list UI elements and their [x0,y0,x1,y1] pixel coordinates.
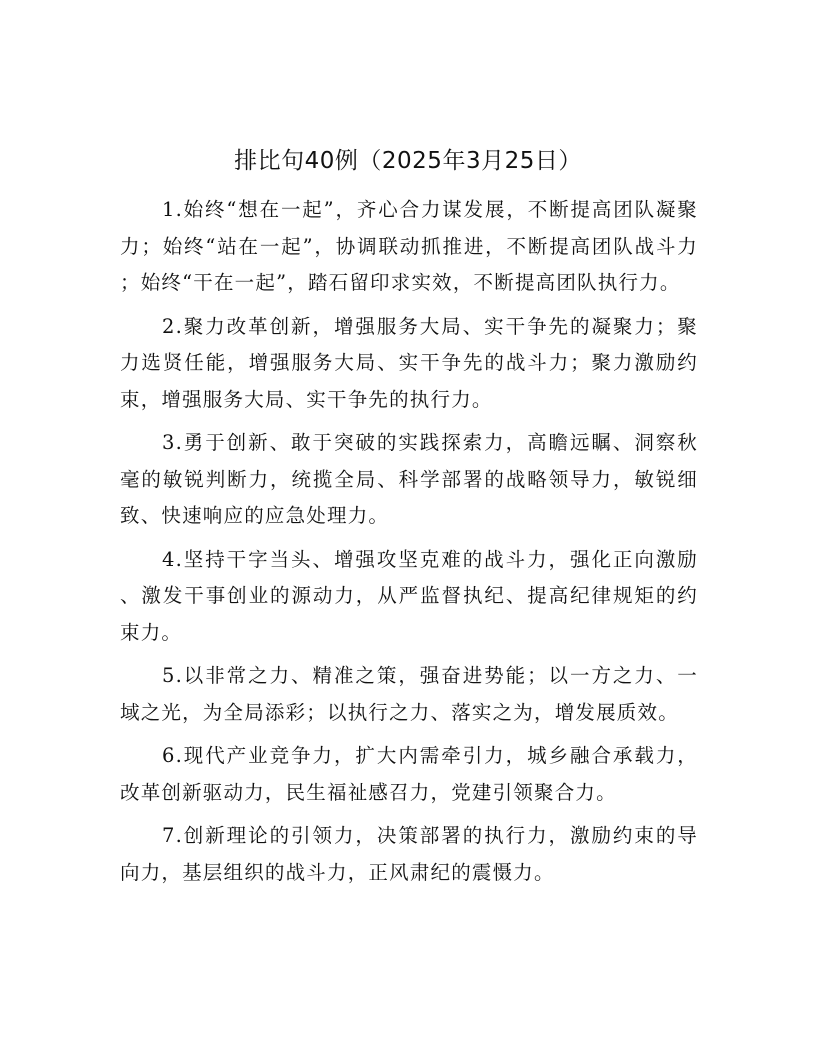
paragraph-7: 7.创新理论的引领力，决策部署的执行力，激励约束的导向力，基层组织的战斗力，正风肃纪的震慑力。 [120,824,698,884]
document-body [120,192,698,898]
paragraph-6: 6.现代产业竞争力，扩大内需牵引力，城乡融合承载力，改革创新驱动力，民生福祉感召力，党建引领聚合力。 [120,744,698,804]
paragraph-5: 5.以非常之力、精准之策，强奋进势能；以一方之力、一域之光，为全局添彩；以执行之力、落实之为，增发展质效。 [120,664,698,724]
paragraph-4: 4.坚持干字当头、增强攻坚克难的战斗力，强化正向激励、激发干事创业的源动力，从严监督执纪、提高纪律规矩的约束力。 [120,547,698,644]
paragraph-3: 3.勇于创新、敢于突破的实践探索力，高瞻远瞩、洞察秋毫的敏锐判断力，统揽全局、科学部署的战略领导力，敏锐细致、快速响应的应急处理力。 [120,431,698,527]
document-title: 排比句40例（2025年3月25日） [234,148,582,174]
paragraph-1: 1.始终“想在一起”，齐心合力谋发展，不断提高团队凝聚力；始终“站在一起”，协调联动抓推进，不断提高团队战斗力；始终“干在一起”，踏石留印求实效，不断提高团队执行力。 [120,198,698,294]
paragraph-2: 2.聚力改革创新，增强服务大局、实干争先的凝聚力；聚力选贤任能，增强服务大局、实干争先的战斗力；聚力激励约束，增强服务大局、实干争先的执行力。 [120,314,698,411]
